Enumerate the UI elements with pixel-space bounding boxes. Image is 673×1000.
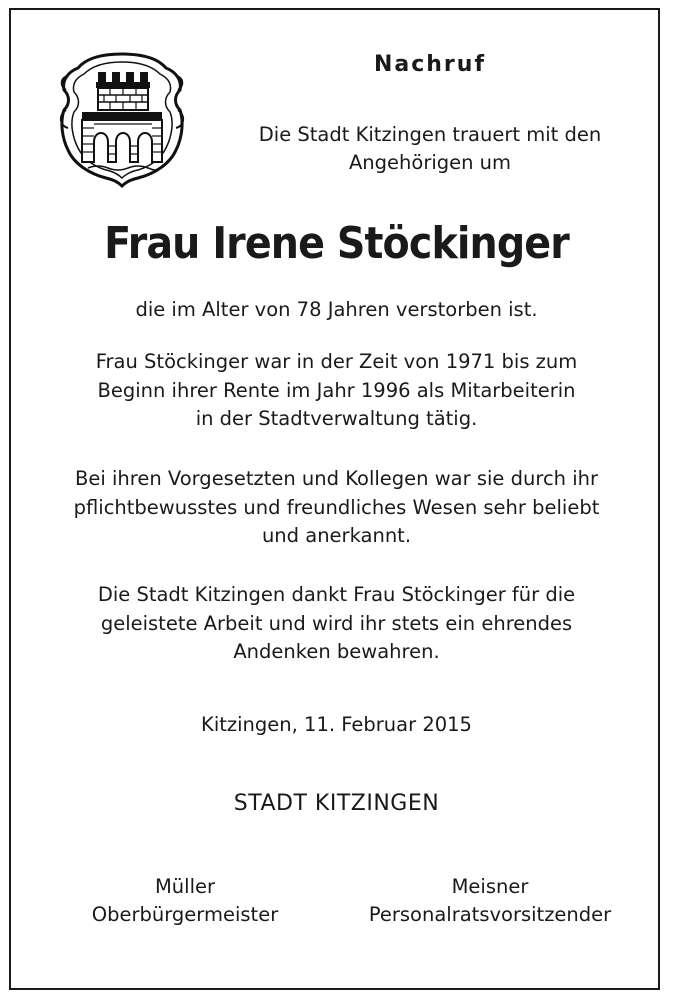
thanks-line: Die Stadt Kitzingen dankt Frau Stöckinger für die: [97, 583, 576, 606]
colleagues-line: und anerkannt.: [261, 524, 412, 547]
signatory-title: Personalratsvorsitzender: [368, 903, 612, 926]
intro-line: Die Stadt Kitzingen trauert mit den: [258, 123, 602, 146]
intro-text: [215, 121, 645, 177]
deceased-name: Frau Irene Stöckinger: [104, 218, 569, 269]
thanks-line: Andenken bewahren.: [233, 640, 440, 663]
signatory-name: Meisner: [451, 875, 529, 898]
thanks-paragraph: [20, 581, 653, 667]
signatory-right: [340, 873, 640, 929]
signatory-left: [35, 873, 335, 929]
career-line: Frau Stöckinger war in der Zeit von 1971 bis zum: [95, 350, 578, 373]
notice-heading: Nachruf: [373, 52, 487, 77]
signatory-name: Müller: [154, 875, 216, 898]
colleagues-line: pflichtbewusstes und freundliches Wesen sehr beliebt: [73, 495, 600, 519]
organization-name: STADT KITZINGEN: [233, 791, 440, 816]
intro-line: Angehörigen um: [348, 151, 512, 174]
age-line: die im Alter von 78 Jahren verstorben ist.: [135, 298, 538, 321]
career-line: in der Stadtverwaltung tätig.: [195, 407, 478, 430]
thanks-line: geleistete Arbeit und wird ihr stets ein ehrendes: [100, 611, 573, 635]
colleagues-paragraph: [20, 465, 653, 551]
signatory-title: Oberbürgermeister: [91, 903, 279, 926]
career-paragraph: [20, 348, 653, 434]
career-line: Beginn ihrer Rente im Jahr 1996 als Mitarbeiterin: [97, 378, 576, 402]
place-date: Kitzingen, 11. Februar 2015: [201, 713, 472, 736]
colleagues-line: Bei ihren Vorgesetzten und Kollegen war sie durch ihr: [74, 467, 599, 490]
city-coat-of-arms-icon: [58, 50, 186, 188]
